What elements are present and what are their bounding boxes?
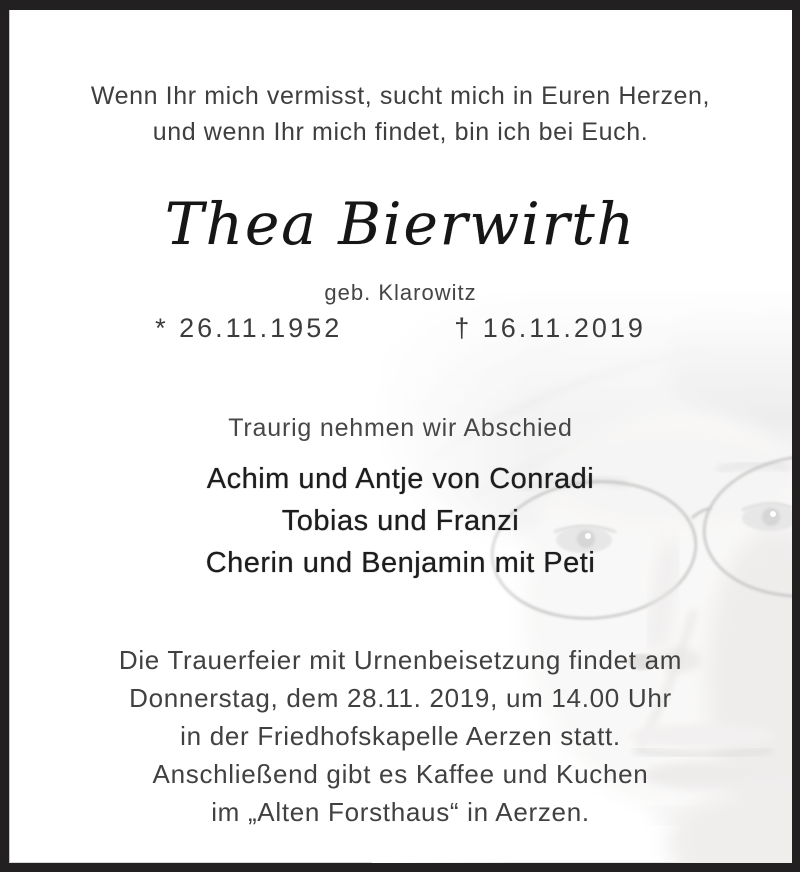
mourner-line: Achim und Antje von Conradi	[206, 463, 595, 495]
epigraph-line-2: und wenn Ihr mich findet, bin ich bei Euch.	[152, 118, 649, 146]
farewell-intro: Traurig nehmen wir Abschied	[228, 414, 573, 442]
service-line: Anschließend gibt es Kaffee und Kuchen	[152, 759, 649, 789]
epigraph-line-1: Wenn Ihr mich vermisst, sucht mich in Euren Herzen,	[90, 82, 711, 110]
birth-date: * 26.11.1952	[155, 313, 343, 343]
mourner-line: Cherin und Benjamin mit Peti	[205, 547, 596, 579]
notice-content	[9, 10, 792, 863]
maiden-name: geb. Klarowitz	[324, 280, 477, 305]
mourner-line: Tobias und Franzi	[281, 505, 520, 537]
service-line: im „Alten Forsthaus“ in Aerzen.	[211, 797, 590, 827]
service-line: Die Trauerfeier mit Urnenbeisetzung findet am	[118, 645, 683, 675]
mourners-list	[9, 458, 792, 584]
notice-paper	[9, 10, 792, 863]
service-line: in der Friedhofskapelle Aerzen statt.	[180, 721, 621, 751]
service-line: Donnerstag, dem 28.11. 2019, um 14.00 Uhr	[129, 683, 672, 713]
service-details	[9, 641, 792, 831]
life-dates	[9, 313, 792, 344]
death-date: † 16.11.2019	[454, 313, 646, 343]
deceased-name: Thea Bierwirth	[164, 190, 637, 258]
